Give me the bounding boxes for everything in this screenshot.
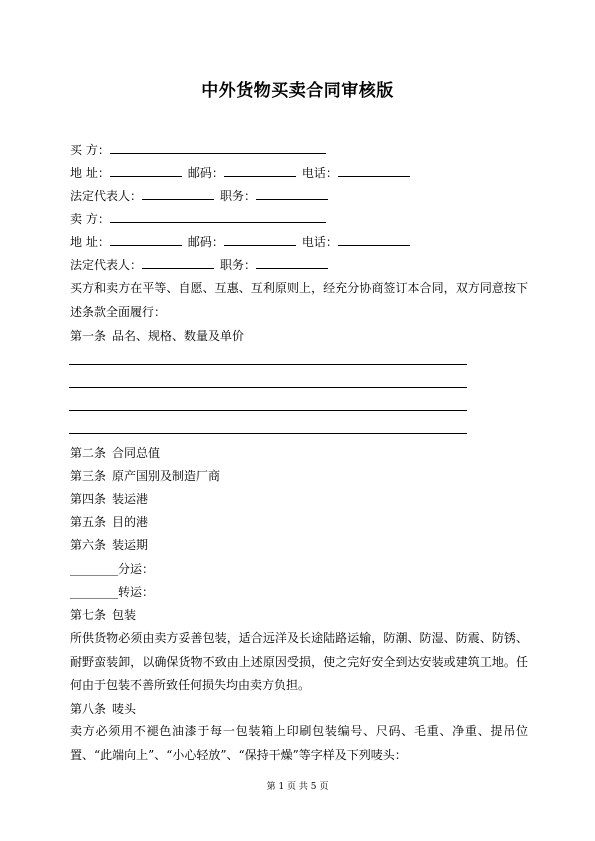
seller-label: 卖 方： — [70, 212, 110, 226]
seller-address-field[interactable] — [110, 234, 182, 246]
marking-paragraph: 卖方必须用不褪色油漆于每一包装箱上印刷包装编号、尺码、毛重、净重、提吊位置、“此端向上”、“小心轻放”、“保持干燥”等字样及下列唛头： — [70, 724, 528, 762]
partial-shipment-blank[interactable]: ________ — [70, 562, 118, 576]
article-6-number: 第六条 — [70, 538, 107, 552]
seller-phone-field[interactable] — [338, 234, 410, 246]
buyer-postcode-label: 邮码： — [187, 166, 224, 180]
buyer-address-line — [70, 165, 410, 181]
fill-line-4[interactable] — [69, 433, 467, 434]
intro-paragraph: 买方和卖方在平等、自愿、互惠、互利原则上，经充分协商签订本合同，双方同意按下述条款全面履行： — [70, 281, 528, 319]
page-number: 第 1 页 共 5 页 — [266, 782, 329, 792]
buyer-position-field[interactable] — [256, 188, 328, 200]
packing-paragraph: 所供货物必须由卖方妥善包装，适合远洋及长途陆路运输，防潮、防湿、防震、防锈、耐野蛮装卸，以确保货物不致由上述原因受损，使之完好安全到达安装或建筑工地。任何由于包装不善所致任何损失均由卖方负担。 — [70, 631, 528, 692]
buyer-address-label: 地 址： — [70, 166, 110, 180]
seller-line — [70, 211, 326, 227]
article-4-title: 装运港 — [112, 492, 149, 506]
seller-phone-label: 电话： — [301, 235, 338, 249]
buyer-rep-label: 法定代表人： — [70, 189, 143, 203]
article-2-title: 合同总值 — [112, 446, 161, 460]
seller-postcode-field[interactable] — [224, 234, 296, 246]
article-1-number: 第一条 — [70, 329, 107, 343]
article-3-title: 原产国别及制造厂商 — [112, 469, 221, 483]
article-8-heading — [70, 701, 136, 717]
seller-position-field[interactable] — [256, 257, 328, 269]
seller-address-label: 地 址： — [70, 235, 110, 249]
article-6-title: 装运期 — [112, 538, 149, 552]
seller-address-line — [70, 234, 410, 250]
seller-position-label: 职务： — [220, 258, 257, 272]
buyer-label: 买 方： — [70, 143, 110, 157]
article-4-heading — [70, 491, 148, 507]
buyer-rep-field[interactable] — [142, 188, 214, 200]
seller-rep-line — [70, 257, 328, 273]
buyer-field[interactable] — [110, 142, 326, 154]
seller-rep-label: 法定代表人： — [70, 258, 143, 272]
article-3-heading — [70, 468, 220, 484]
article-2-heading — [70, 445, 160, 461]
article-7-title: 包装 — [112, 608, 137, 622]
buyer-phone-label: 电话： — [301, 166, 338, 180]
seller-rep-field[interactable] — [142, 257, 214, 269]
article-2-number: 第二条 — [70, 446, 107, 460]
buyer-rep-line — [70, 188, 328, 204]
buyer-phone-field[interactable] — [338, 165, 410, 177]
transshipment-label: 转运： — [118, 585, 155, 599]
seller-postcode-label: 邮码： — [187, 235, 224, 249]
document-title: 中外货物买卖合同审核版 — [201, 81, 394, 101]
article-1-heading — [70, 328, 244, 344]
partial-shipment-line — [70, 561, 154, 577]
buyer-postcode-field[interactable] — [224, 165, 296, 177]
buyer-position-label: 职务： — [220, 189, 257, 203]
article-6-heading — [70, 537, 148, 553]
transshipment-line — [70, 584, 154, 600]
article-3-number: 第三条 — [70, 469, 107, 483]
transshipment-blank[interactable]: ________ — [70, 585, 118, 599]
buyer-line — [70, 142, 326, 158]
seller-field[interactable] — [110, 211, 326, 223]
article-5-title: 目的港 — [112, 515, 149, 529]
fill-line-3[interactable] — [69, 410, 467, 411]
article-5-heading — [70, 514, 148, 530]
article-8-title: 唛头 — [112, 702, 137, 716]
fill-line-1[interactable] — [69, 364, 467, 365]
article-7-heading — [70, 607, 136, 623]
article-5-number: 第五条 — [70, 515, 107, 529]
article-7-number: 第七条 — [70, 608, 107, 622]
article-8-number: 第八条 — [70, 702, 107, 716]
fill-line-2[interactable] — [69, 387, 467, 388]
article-4-number: 第四条 — [70, 492, 107, 506]
article-1-title: 品名、规格、数量及单价 — [112, 329, 245, 343]
partial-shipment-label: 分运： — [118, 562, 155, 576]
buyer-address-field[interactable] — [110, 165, 182, 177]
